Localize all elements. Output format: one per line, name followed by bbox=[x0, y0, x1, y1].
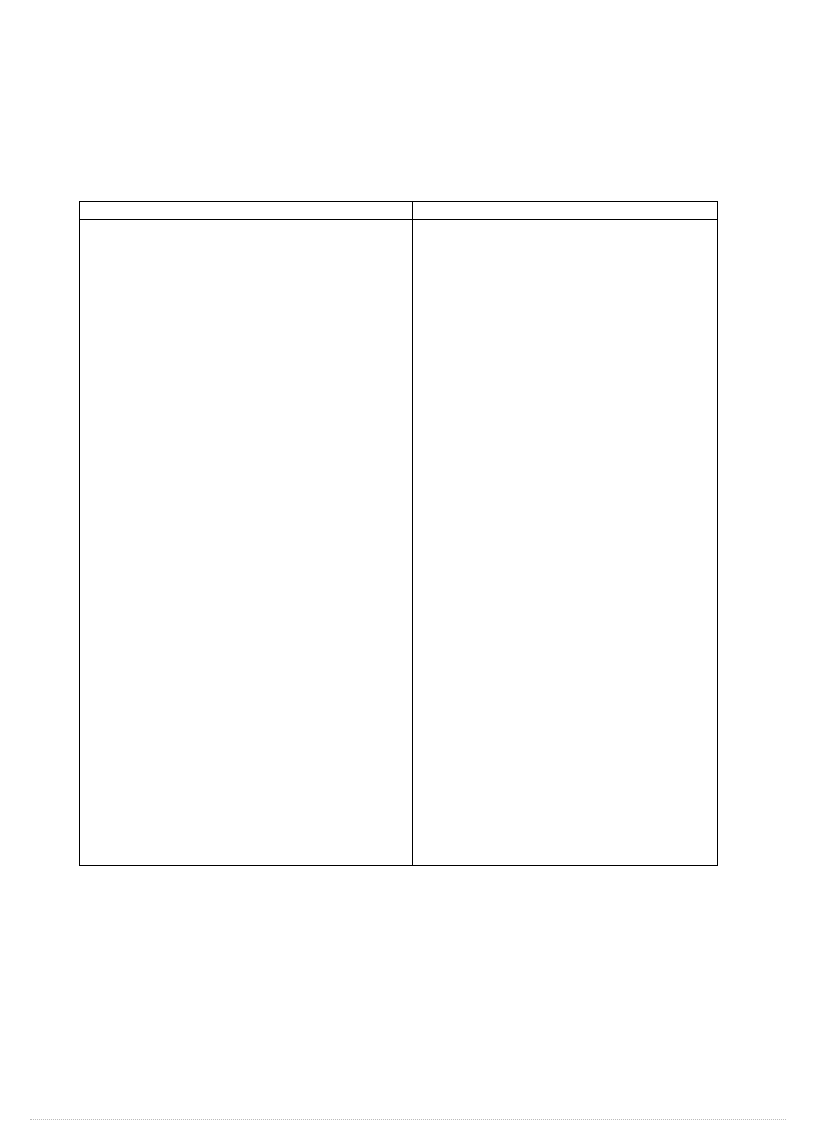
header-teacher-student bbox=[80, 202, 413, 220]
header-board-content bbox=[413, 202, 718, 220]
right-column bbox=[413, 220, 718, 866]
left-column bbox=[80, 220, 413, 866]
lesson-table bbox=[79, 201, 718, 866]
page-border-dotted bbox=[30, 1119, 786, 1120]
